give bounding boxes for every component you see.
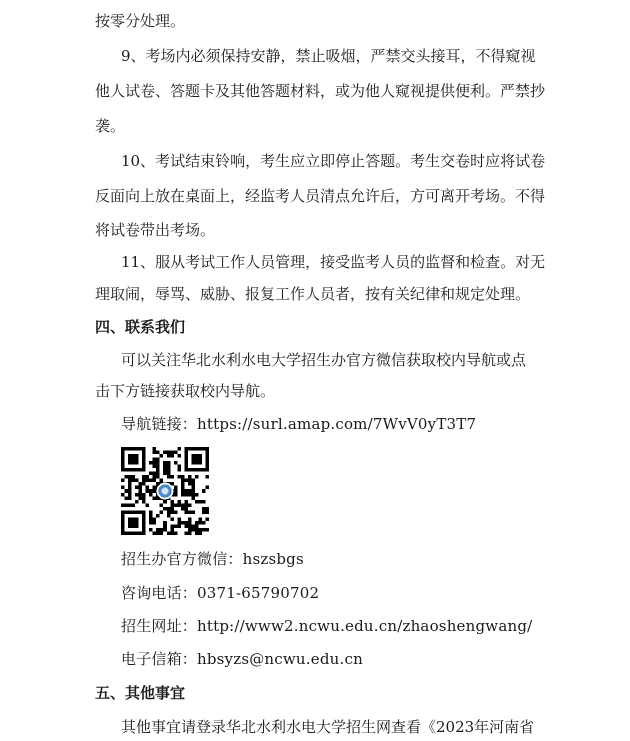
qr-code-image: [121, 447, 209, 535]
paragraph-9-line-1: 9、考场内必须保持安静，禁止吸烟，严禁交头接耳，不得窥视: [121, 47, 536, 65]
paragraph-9-line-3: 袭。: [95, 117, 126, 135]
wechat-account: 招生办官方微信：hszsbgs: [121, 550, 304, 568]
paragraph-10-line-2: 反面向上放在桌面上，经监考人员清点允许后，方可离开考场。不得: [95, 187, 546, 205]
paragraph-11-line-2: 理取闹，辱骂、威胁、报复工作人员者，按有关纪律和规定处理。: [95, 285, 531, 303]
paragraph-8-tail: 按零分处理。: [95, 12, 186, 30]
contact-phone: 咨询电话：0371-65790702: [121, 584, 320, 602]
paragraph-10-line-1: 10、考试结束铃响，考生应立即停止答题。考生交卷时应将试卷: [121, 152, 546, 170]
contact-email-link[interactable]: 电子信箱：hbsyzs@ncwu.edu.cn: [121, 650, 363, 668]
section-4-heading: 四、联系我们: [95, 318, 186, 336]
other-matters-text: 其他事宜请登录华北水利水电大学招生网查看《2023年河南省: [121, 718, 535, 736]
paragraph-10-line-3: 将试卷带出考场。: [95, 221, 216, 239]
contact-intro-line-2: 击下方链接获取校内导航。: [95, 382, 276, 400]
section-5-heading: 五、其他事宜: [95, 684, 186, 702]
contact-intro-line-1: 可以关注华北水利水电大学招生办官方微信获取校内导航或点: [121, 351, 527, 369]
admissions-website-link[interactable]: 招生网址：http://www2.ncwu.edu.cn/zhaoshengwang/: [121, 617, 533, 635]
navigation-link[interactable]: 导航链接：https://surl.amap.com/7WvV0yT3T7: [121, 415, 477, 433]
paragraph-11-line-1: 11、服从考试工作人员管理，接受监考人员的监督和检查。对无: [121, 253, 546, 271]
paragraph-9-line-2: 他人试卷、答题卡及其他答题材料，或为他人窥视提供便利。严禁抄: [95, 82, 546, 100]
